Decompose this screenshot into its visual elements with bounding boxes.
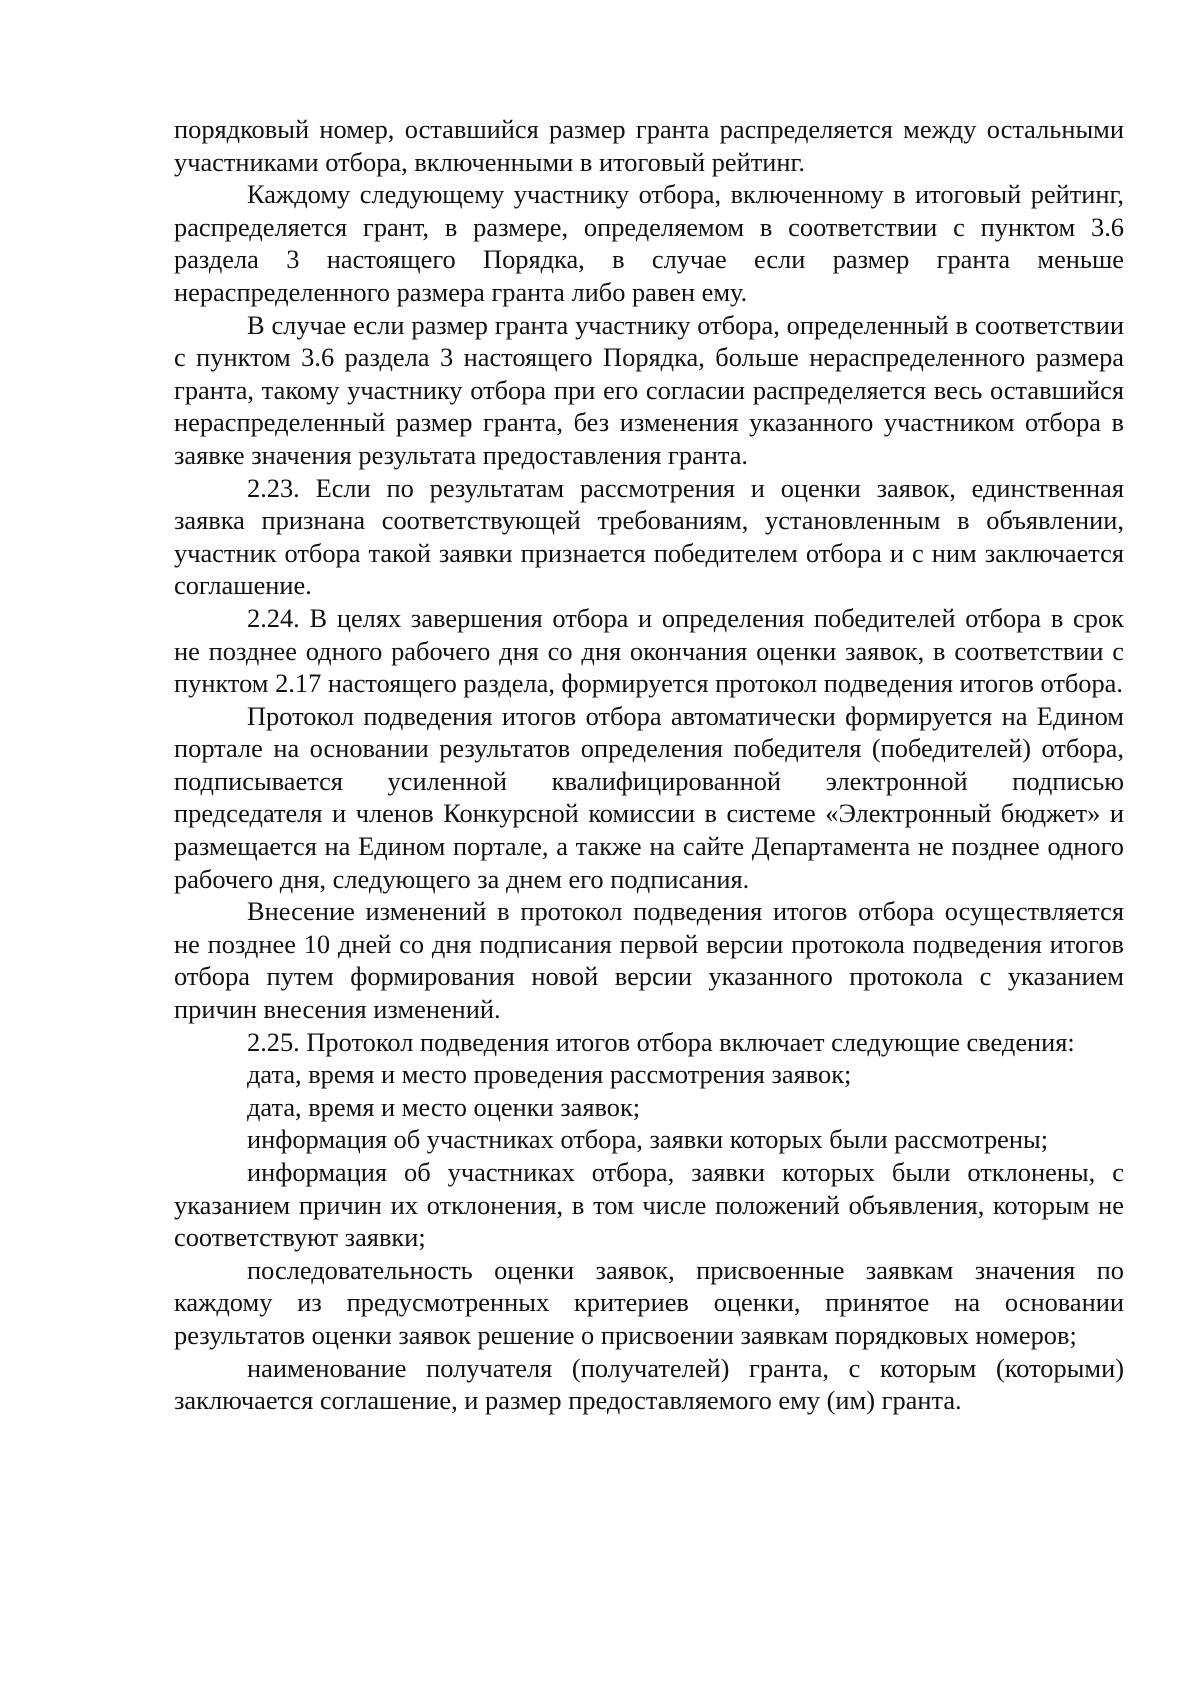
paragraph-continuation: порядковый номер, оставшийся размер гранта распределяется между остальными участниками отбора, включенными в итоговый рейтинг.: [174, 114, 1124, 177]
paragraph-grant-distribution: Каждому следующему участнику отбора, включенному в итоговый рейтинг, распределяется грант, в размере, определяемом в соответствии с пунктом 3.6 раздела 3 настоящего Порядка, в случае если размер гранта меньше нераспределенного размера гранта либо равен ему.: [174, 179, 1124, 307]
list-item: последовательность оценки заявок, присвоенные заявкам значения по каждому из предусмотренных критериев оценки, принятое на основании результатов оценки заявок решение о присвоении заявкам порядковых номеров;: [174, 1254, 1124, 1350]
list-item: информация об участниках отбора, заявки которых были рассмотрены;: [247, 1124, 1049, 1155]
paragraph-protocol-changes: Внесение изменений в протокол подведения итогов отбора осуществляется не позднее 10 дней со дня подписания первой версии протокола подведения итогов отбора путем формирования новой версии указанного протокола с указанием причин внесения изменений.: [174, 896, 1124, 1025]
list-item: наименование получателя (получателей) гранта, с которым (которыми) заключается соглашение, и размер предоставляемого ему (им) гранта.: [174, 1352, 1124, 1416]
paragraph-protocol-formation: Протокол подведения итогов отбора автоматически формируется на Едином портале на основании результатов определения победителя (победителей) отбора, подписывается усиленной квалифицированной электронной подписью председателя и членов Конкурсной комиссии в системе «Электронный бюджет» и размещается на Едином портале, а также на сайте Департамента не позднее одного рабочего дня, следующего за днем его подписания.: [174, 700, 1124, 894]
list-item: дата, время и место оценки заявок;: [247, 1091, 641, 1122]
document-body: [174, 113, 1124, 1417]
paragraph-2-23: 2.23. Если по результатам рассмотрения и оценки заявок, единственная заявка признана соответствующей требованиям, установленным в объявлении, участник отбора такой заявки признается победителем отбора и с ним заключается соглашение.: [174, 472, 1124, 601]
paragraph-2-25: 2.25. Протокол подведения итогов отбора включает следующие сведения:: [247, 1026, 1075, 1057]
paragraph-grant-remainder: В случае если размер гранта участнику отбора, определенный в соответствии с пунктом 3.6 раздела 3 настоящего Порядка, больше нераспределенного размера гранта, такому участнику отбора при его согласии распределяется весь оставшийся нераспределенный размер гранта, без изменения указанного участником отбора в заявке значения результата предоставления гранта.: [174, 309, 1124, 470]
list-item: дата, время и место проведения рассмотрения заявок;: [247, 1059, 852, 1090]
paragraph-2-24: 2.24. В целях завершения отбора и определения победителей отбора в срок не позднее одного рабочего дня со дня окончания оценки заявок, в соответствии с пунктом 2.17 настоящего раздела, формируется протокол подведения итогов отбора.: [174, 602, 1124, 699]
list-item: информация об участниках отбора, заявки которых были отклонены, с указанием причин их отклонения, в том числе положений объявления, которым не соответствуют заявки;: [174, 1157, 1124, 1253]
